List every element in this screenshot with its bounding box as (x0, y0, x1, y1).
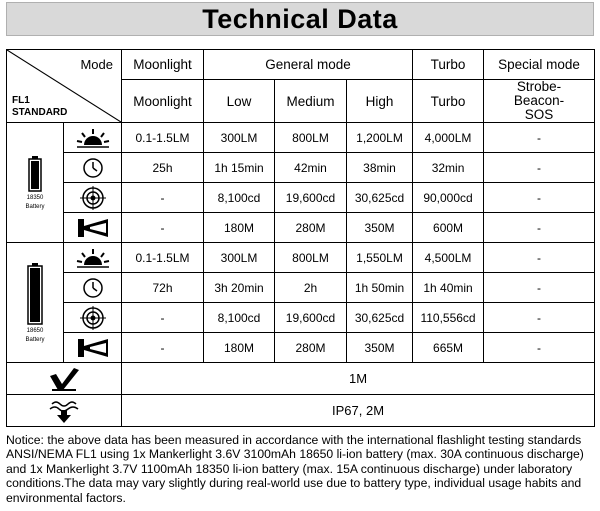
beam-distance-icon (64, 333, 122, 363)
technical-data-table (6, 49, 595, 427)
mode-label: Mode (80, 57, 113, 72)
mode-low: Low (204, 80, 275, 123)
impact-resistance-icon (7, 363, 122, 395)
target-intensity-icon (64, 303, 122, 333)
battery-18650-cell: 18650 Battery (7, 243, 64, 363)
mode-medium: Medium (275, 80, 347, 123)
table-row: 25h 1h 15min 42min 38min 32min - (7, 153, 595, 183)
table-row: 18350 Battery 0.1-1.5LM 300LM 800LM 1,200LM 4,000LM - (7, 123, 595, 153)
beam-distance-icon (64, 213, 122, 243)
battery-icon (27, 263, 43, 325)
table-corner-header (7, 50, 122, 123)
group-moonlight: Moonlight (122, 50, 204, 80)
clock-runtime-icon (64, 153, 122, 183)
group-general-mode: General mode (204, 50, 413, 80)
page-title: Technical Data (202, 3, 398, 34)
sun-brightness-icon (64, 243, 122, 273)
clock-runtime-icon (64, 273, 122, 303)
table-row: 72h 3h 20min 2h 1h 50min 1h 40min - (7, 273, 595, 303)
title-bar (6, 2, 594, 36)
target-intensity-icon (64, 183, 122, 213)
standard-label: FL1 STANDARD (12, 95, 68, 118)
table-row: - 8,100cd 19,600cd 30,625cd 110,556cd - (7, 303, 595, 333)
battery-18350-cell: 18350 Battery (7, 123, 64, 243)
mode-strobe-beacon-sos: Strobe-Beacon-SOS (484, 80, 595, 123)
sun-brightness-icon (64, 123, 122, 153)
impact-value: 1M (122, 363, 595, 395)
table-row: - 180M 280M 350M 600M - (7, 213, 595, 243)
mode-turbo: Turbo (413, 80, 484, 123)
battery-icon (28, 156, 42, 192)
table-row (7, 395, 595, 427)
waterproof-icon (7, 395, 122, 427)
mode-moonlight: Moonlight (122, 80, 204, 123)
table-row (7, 363, 595, 395)
notice-text: Notice: the above data has been measured in accordance with the international flashlight testing standards ANSI/NEMA FL1 using 1x Mankerlight 3.6V 3100mAh 18650 li-ion battery (max. 30A continuous discharge) and 1x Mankerlight 3.7V 1100mAh 18350 li-ion battery (max. 15A continuous discharge) under laboratory conditions.The data may vary slightly during real-world use due to battery type, individual usage habits and environmental factors. (6, 433, 584, 505)
mode-high: High (347, 80, 413, 123)
table-row: 18650 Battery 0.1-1.5LM 300LM 800LM 1,550LM 4,500LM - (7, 243, 595, 273)
table-row: - 180M 280M 350M 665M - (7, 333, 595, 363)
table-row: - 8,100cd 19,600cd 30,625cd 90,000cd - (7, 183, 595, 213)
group-special-mode: Special mode (484, 50, 595, 80)
group-turbo: Turbo (413, 50, 484, 80)
waterproof-value: IP67, 2M (122, 395, 595, 427)
